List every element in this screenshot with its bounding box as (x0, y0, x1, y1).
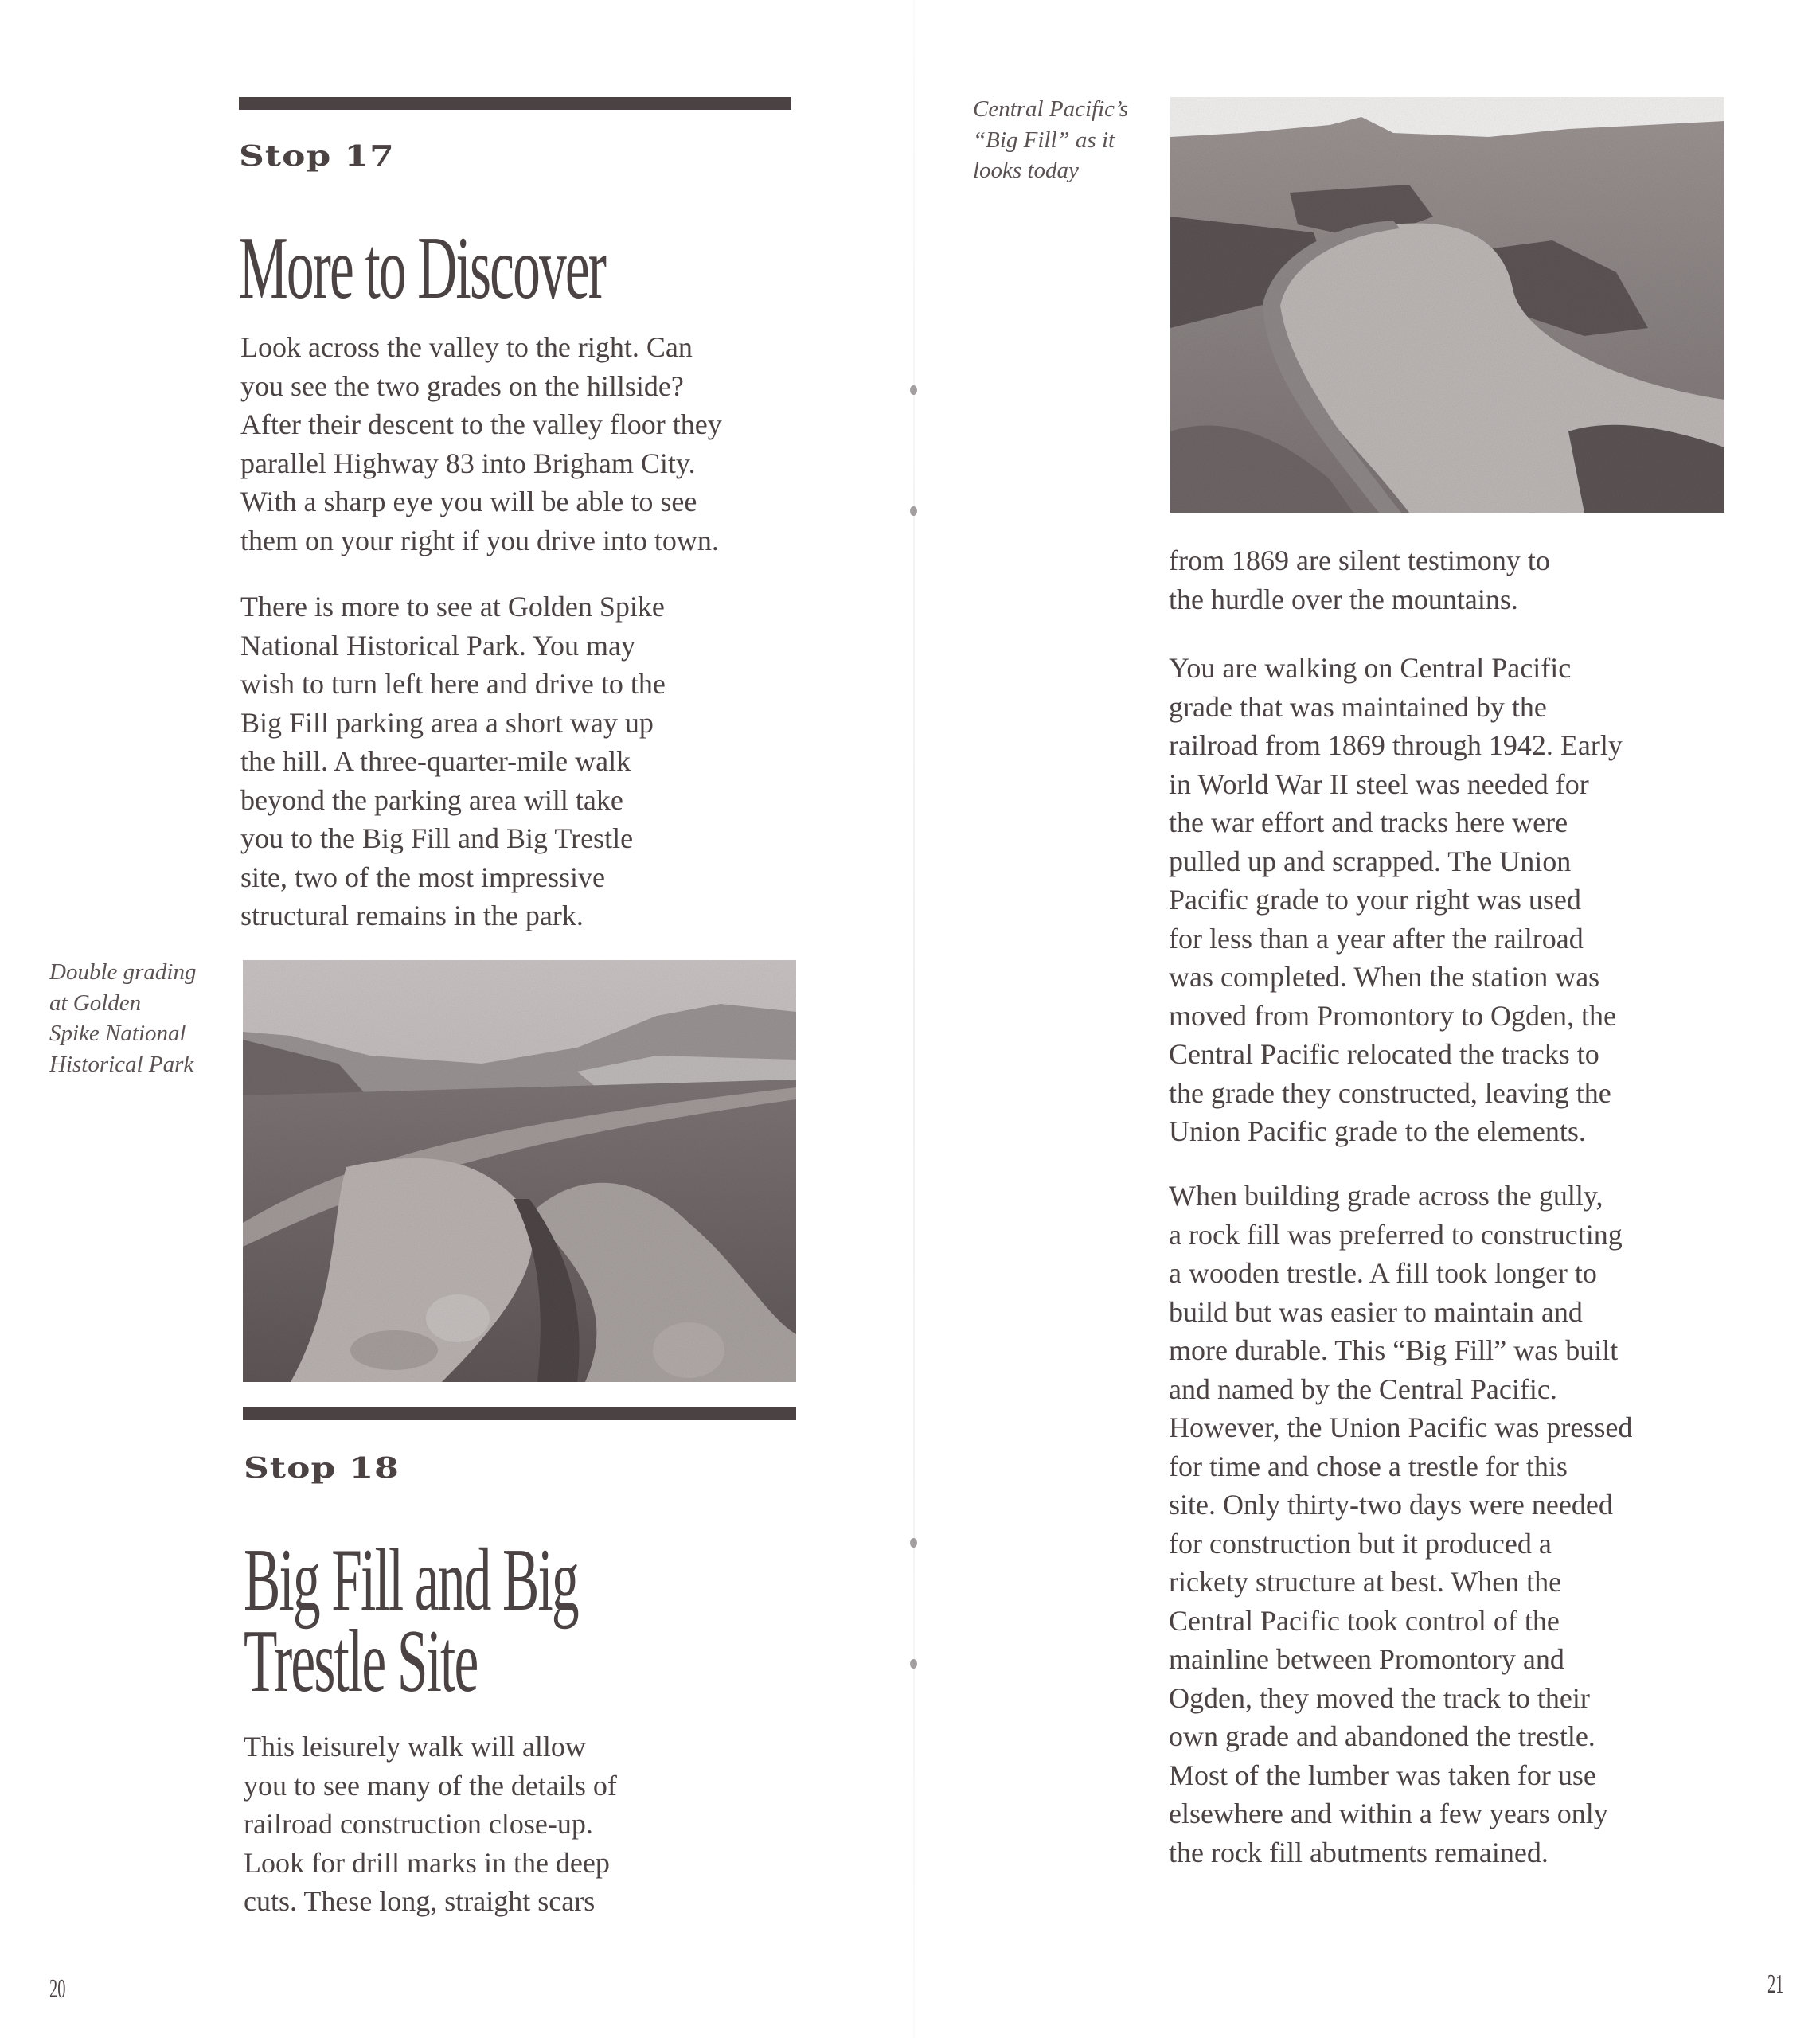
double-grading-photo (243, 960, 796, 1382)
center-gutter (913, 0, 915, 2038)
stop-18-label: Stop 18 (244, 1452, 400, 1485)
right-paragraph-3: When building grade across the gully, a rock fill was preferred to constructing a wooden trestle. A fill took longer to build but was easier to maintain and more durable. This “Big Fill” was built and named by the Central Pacific. However, the Union Pacific was pressed for time and chose a trestle for this site. Only thirty-two days were needed for construction but it produced a rickety structure at best. When the Central Pacific took control of the mainline between Promontory and Ogden, they moved the track to their own grade and abandoned the trestle. Most of the lumber was taken for use elsewhere and within a few years only the rock fill abutments remained. (1169, 1180, 1633, 1868)
double-grading-caption: Double grading at Golden Spike National Historical Park (49, 959, 197, 1077)
page-number-right: 21 (1767, 1970, 1784, 1999)
section-rule (239, 97, 791, 110)
right-paragraph-2: You are walking on Central Pacific grade that was maintained by the railroad from 1869 through 1942. Early in World War II steel was needed for the war effort and tracks here were pulled up and scrapped. The Union Pacific grade to your right was used for less than a year after the railroad was completed. When the station was moved from Promontory to Ogden, the Central Pacific relocated the tracks to the grade they constructed, leaving the Union Pacific grade to the elements. (1169, 652, 1623, 1147)
big-fill-photo (1170, 97, 1724, 513)
staple-mark (910, 1538, 917, 1548)
staple-mark (910, 385, 917, 395)
staple-mark (910, 1659, 917, 1669)
continued-paragraph: from 1869 are silent testimony to the hurdle over the mountains. (1169, 545, 1550, 615)
section-rule (243, 1407, 796, 1420)
stop-18-paragraph-1: This leisurely walk will allow you to see many of the details of railroad construction close-up. Look for drill marks in the deep cuts. These long, straight scars (244, 1731, 617, 1917)
page-number-left: 20 (49, 1974, 66, 2004)
stop-17-paragraph-1: Look across the valley to the right. Can you see the two grades on the hillside? After their descent to the valley floor they parallel Highway 83 into Brigham City. With a sharp eye you will be able to see them on your right if you drive into town. (240, 331, 722, 556)
stop-18-title: Big Fill and Big Trestle Site (244, 1531, 578, 1711)
stop-17-title: More to Discover (239, 219, 606, 318)
staple-mark (910, 506, 917, 516)
stop-17-paragraph-2: There is more to see at Golden Spike National Historical Park. You may wish to turn left here and drive to the Big Fill parking area a short way up the hill. A three-quarter-mile walk beyond the parking area will take you to the Big Fill and Big Trestle site, two of the most impressive structural remains in the park. (240, 591, 666, 931)
stop-17-label: Stop 17 (239, 140, 395, 173)
big-fill-caption: Central Pacific’s “Big Fill” as it looks today (973, 96, 1129, 183)
